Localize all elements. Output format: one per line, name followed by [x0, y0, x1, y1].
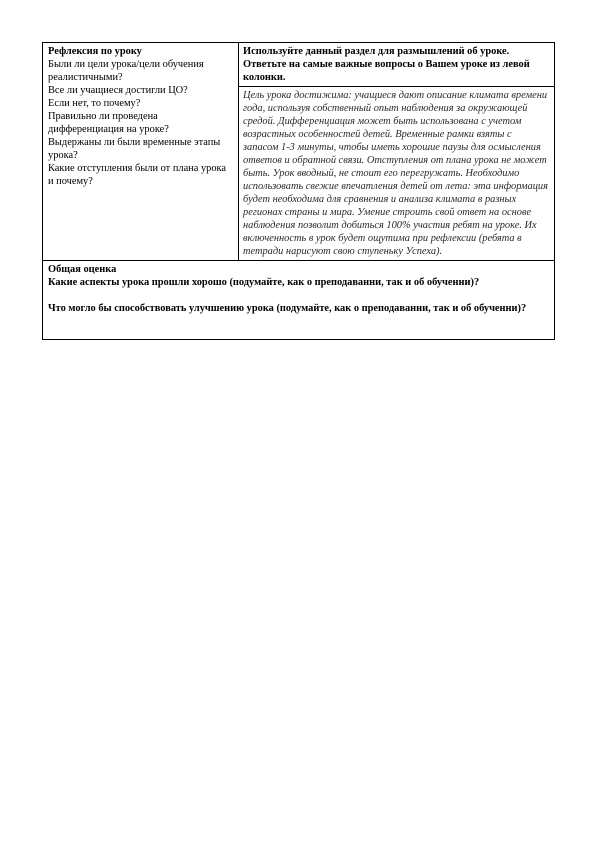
reflection-question: Были ли цели урока/цели обучения реалистичными? — [48, 59, 204, 83]
overall-title: Общая оценка — [48, 264, 117, 275]
reflection-answer-text: Цель урока достижима: учащиеся дают описание климата времени года, используя собственный опыт наблюдения за окружающей средой. Дифференциация может быть использована с учетом возрастных особенностей детей. Временные рамки взяты с запасом 1-3 минуты, чтобы иметь хорошие паузы для осмысления ответов и обратной связи. Отступления от плана урока не может быть. Урок вводный, не стоит его перегружать. Необходимо использовать свежие впечатления детей от лета: эта информация будет необходима для сравнения и анализа климата в разных регионах страны и мира. Умение строить свой ответ на основе наблюдения позволит добиться 100% участия ребят на уроке. Их включенность в урок будет ощутима при рефлексии (ребята в тетради нарисуют свою ступеньку Успеха). — [243, 90, 548, 257]
reflection-row — [43, 43, 554, 261]
reflection-answer-cell — [239, 43, 554, 260]
overall-cell — [43, 261, 531, 339]
reflection-question: Все ли учащиеся достигли ЦО? — [48, 85, 188, 96]
instructions-text: Используйте данный раздел для размышлений об уроке. Ответьте на самые важные вопросы о Вашем уроке из левой колонки. — [239, 43, 554, 87]
reflection-table — [42, 42, 555, 340]
overall-question-improve: Что могло бы способствовать улучшению урока (подумайте, как о преподаванни, так и об обученни)? — [48, 303, 527, 314]
reflection-question: Если нет, то почему? — [48, 98, 141, 109]
reflection-question: Выдержаны ли были временные этапы урока? — [48, 137, 221, 161]
reflection-questions-cell — [43, 43, 239, 260]
reflection-question: Правильно ли проведена дифференциация на уроке? — [48, 111, 169, 135]
reflection-title: Рефлексия по уроку — [48, 46, 142, 57]
overall-row — [43, 261, 554, 339]
overall-question-good: Какие аспекты урока прошли хорошо (подумайте, как о преподаванни, так и об обученни)? — [48, 277, 480, 288]
spacer — [48, 289, 526, 302]
reflection-question: Какие отступления были от плана урока и почему? — [48, 163, 227, 187]
